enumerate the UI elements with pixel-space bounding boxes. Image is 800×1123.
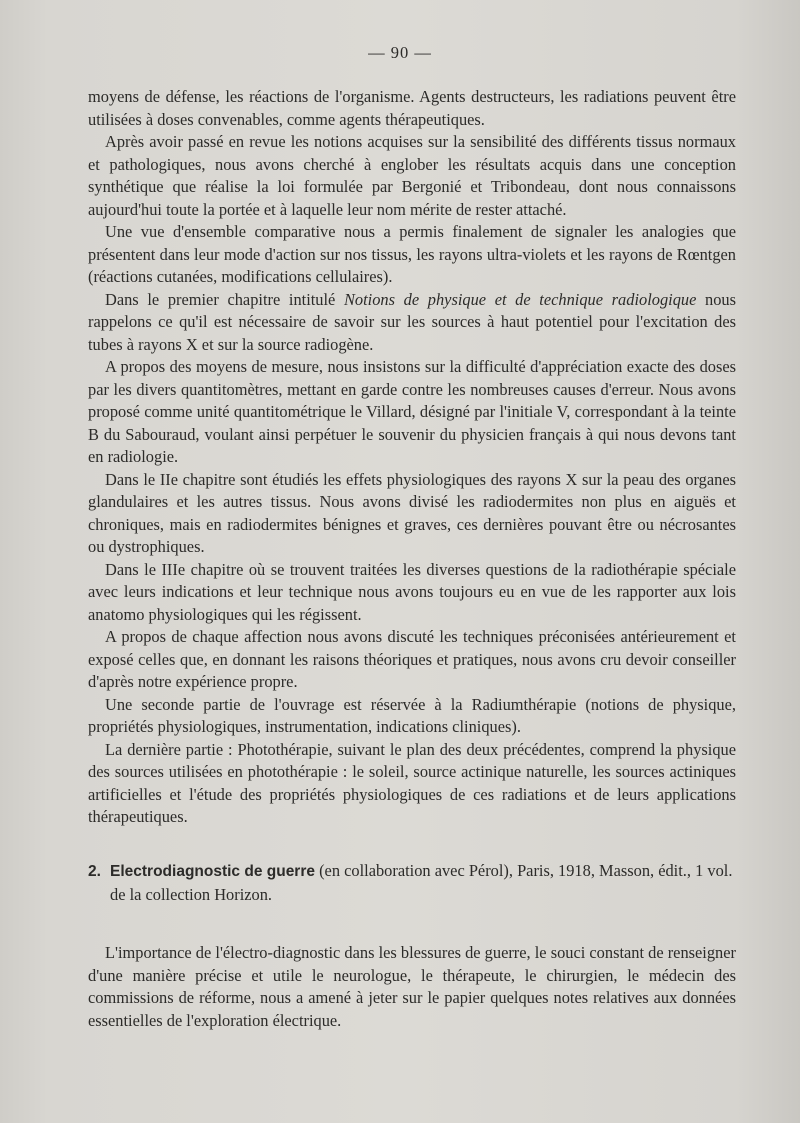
entry-heading [88,860,736,906]
chapter1-before: Dans le premier chapitre intitulé [105,289,344,309]
page-number: — 90 — [368,43,432,62]
bibliography-entry [88,860,736,1032]
intro-paragraph: moyens de défense, les réactions de l'organisme. Agents destructeurs, les radiations peuvent être utilisées à doses convenables, comme agents thérapeutiques. [88,87,736,129]
paragraph-radiumtherapie: Une seconde partie de l'ouvrage est réservée à la Radiumthérapie (notions de physique, propriétés physiologiques, instrumentation, indications cliniques). [88,694,736,736]
paragraph-phototherapie: La dernière partie : Photothérapie, suivant le plan des deux précédentes, comprend la physique des sources utilisées en photothérapie : le soleil, source actinique naturelle, les sources actiniques artificielles et l'étude des propriétés physiologiques de ces radiations et de leurs applications thérapeutiques. [88,739,736,826]
entry-details: (en collaboration avec Pérol), Paris, 1918, Masson, édit., 1 vol. de la collection Horizon. [110,861,733,904]
chapter1-after: nous rappelons ce qu'il est nécessaire de savoir sur les sources à haut potentiel pour l'excitation des tubes à rayons X et sur la source radiogène. [88,289,736,354]
body-text [88,86,736,829]
paragraph-vue-ensemble: Une vue d'ensemble comparative nous a permis finalement de signaler les analogies que présentent dans leur mode d'action sur nos tissus, les rayons ultra-violets et les rayons de Rœntgen (réactions cutanées, modifications cellulaires). [88,222,736,286]
entry-number: 2. [88,863,101,880]
entry-title: Electrodiagnostic de guerre [110,863,315,880]
paragraph-affection: A propos de chaque affection nous avons discuté les techniques préconisées antérieurement et exposé celles que, en donnant les raisons théoriques et pratiques, nous avons cru devoir conseiller d'après notre expérience propre. [88,627,736,691]
chapter1-title: Notions de physique et de technique radiologique [343,289,697,309]
paragraph-moyens-mesure: A propos des moyens de mesure, nous insistons sur la difficulté d'appréciation exacte des doses par les divers quantitomètres, mettant en garde contre les nombreuses causes d'erreur. Nous avons proposé comme unité quantitométrique le Villard, désigné par l'initiale V, correspondant à la teinte B du Sabouraud, voulant ainsi perpétuer le souvenir du physicien français à qui nous devons tant en radiologie. [88,357,736,466]
paragraph-chapitre-1 [88,289,736,357]
paragraph-chapitre-2: Dans le IIe chapitre sont étudiés les effets physiologiques des rayons X sur la peau des organes glandulaires et les autres tissus. Nous avons divisé les radiodermites non plus en aiguës et chroniques, mais en radiodermites bénignes et graves, ces dernières pouvant être ou nécrosantes ou dystrophiques. [88,469,736,556]
paragraph-chapitre-3: Dans le IIIe chapitre où se trouvent traitées les diverses questions de la radiothérapie spéciale avec leurs indications et leur technique nous avons toujours eu en vue de les rapporter aux lois anatomo physiologiques qui les régissent. [88,559,736,624]
paragraph-sensibilite: Après avoir passé en revue les notions acquises sur la sensibilité des différents tissus normaux et pathologiques, nous avons cherché à englober les résultats acquis dans une conception synthétique que réalise la loi formulée par Bergonié et Tribondeau, dont nous connaissons aujourd'hui toute la portée et à laquelle leur nom mérite de rester attaché. [88,132,736,219]
entry-description: L'importance de l'électro-diagnostic dans les blessures de guerre, le souci constant de renseigner d'une manière précise et utile le neurologue, le thérapeute, le chirurgien, le médecin des commissions de réforme, nous a amené à jeter sur le papier quelques notes relatives aux données essentielles de l'exploration électrique. [88,943,736,1030]
